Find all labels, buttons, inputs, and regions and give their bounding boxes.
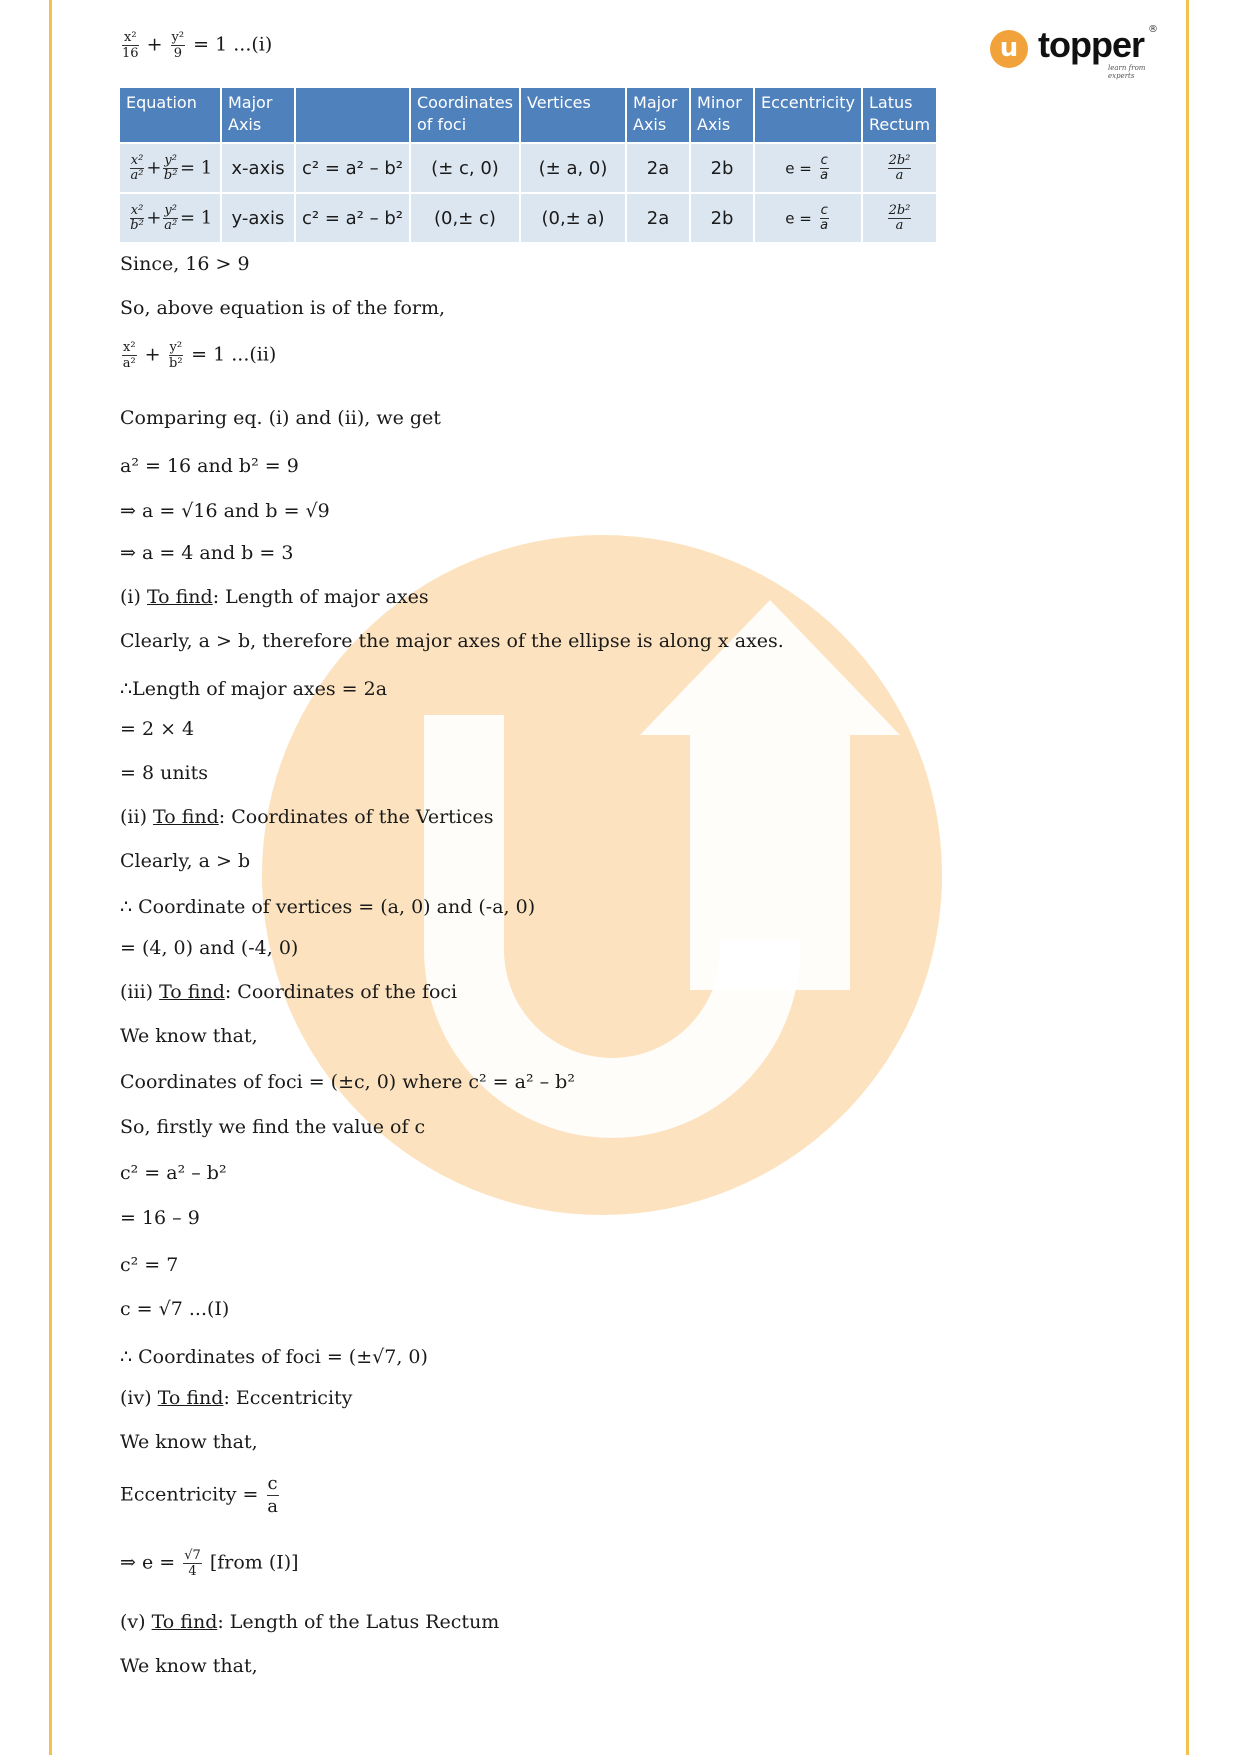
multiply-line: = 2 × 4 — [120, 718, 195, 740]
form-line: So, above equation is of the form, — [120, 297, 446, 319]
cell-equation: $\frac{\text{x²}}{\text{a²}}$ + $\frac{\text{y²}}{\text{b²}}$ = 1 — [120, 143, 221, 193]
eccentricity-formula: Eccentricity = $\frac{c}{a}$ — [120, 1473, 278, 1517]
cell-major: 2a — [626, 143, 690, 193]
header-relation — [295, 88, 410, 143]
table-row — [120, 193, 937, 242]
cell-axis: x-axis — [221, 143, 295, 193]
logo-tagline: learn from experts — [1108, 64, 1146, 80]
cell-foci: (± c, 0) — [410, 143, 520, 193]
header-major-length: Major Axis — [626, 88, 690, 143]
header-vertices: Vertices — [520, 88, 626, 143]
comparing-line: Comparing eq. (i) and (ii), we get — [120, 407, 441, 429]
page-border-right — [1186, 0, 1189, 1755]
cell-foci: (0,± c) — [410, 193, 520, 242]
cell-minor: 2b — [690, 143, 754, 193]
units-line: = 8 units — [120, 762, 209, 784]
header-equation: Equation — [120, 88, 221, 143]
since-line: Since, 16 > 9 — [120, 253, 250, 275]
header-minor-length: Minor Axis — [690, 88, 754, 143]
c2-value-line: c² = 7 — [120, 1254, 179, 1276]
header-foci: Coordinates of foci — [410, 88, 520, 143]
c-value-line: c = √7 ...(I) — [120, 1298, 230, 1320]
ab-line: ⇒ a = 4 and b = 3 — [120, 542, 294, 564]
topper-logo — [990, 24, 1160, 80]
subtraction-line: = 16 – 9 — [120, 1207, 200, 1229]
cell-relation: c² = a² – b² — [295, 143, 410, 193]
page-border-left — [49, 0, 52, 1755]
table-row — [120, 143, 937, 193]
ellipse-properties-table — [120, 88, 938, 242]
registered-icon: ® — [1148, 24, 1158, 35]
cell-minor: 2b — [690, 193, 754, 242]
equation-i: $\frac{\text{x²}}{16}$ + $\frac{\text{y²}}{9}$ = 1 ...(i) — [122, 30, 273, 61]
firstly-line: So, firstly we find the value of c — [120, 1116, 426, 1138]
table-header-row — [120, 88, 937, 143]
length-major-line: ∴Length of major axes = 2a — [120, 678, 388, 700]
header-major-axis: Major Axis — [221, 88, 295, 143]
cell-vertices: (0,± a) — [520, 193, 626, 242]
know-line-3: We know that, — [120, 1655, 258, 1677]
vertices-values-line: = (4, 0) and (-4, 0) — [120, 937, 299, 959]
header-latus-rectum: Latus Rectum — [862, 88, 937, 143]
cell-eccentricity: e = $\frac{c}{a}$ — [754, 143, 862, 193]
header-eccentricity: Eccentricity — [754, 88, 862, 143]
cell-latus-rectum: $\frac{\text{2b²}}{a}$ — [862, 193, 937, 242]
find-major-axes: (i) To find: Length of major axes — [120, 586, 429, 608]
cell-latus-rectum: $\frac{\text{2b²}}{a}$ — [862, 143, 937, 193]
a2-b2-line: a² = 16 and b² = 9 — [120, 455, 299, 477]
cell-eccentricity: e = $\frac{c}{a}$ — [754, 193, 862, 242]
find-eccentricity: (iv) To find: Eccentricity — [120, 1387, 353, 1409]
clearly-line-2: Clearly, a > b — [120, 850, 251, 872]
logo-name: topper — [1038, 24, 1144, 65]
equation-ii: $\frac{\text{x²}}{\text{a²}}$ + $\frac{\text{y²}}{\text{b²}}$ = 1 ...(ii) — [122, 340, 277, 371]
find-foci: (iii) To find: Coordinates of the foci — [120, 981, 458, 1003]
find-vertices: (ii) To find: Coordinates of the Vertices — [120, 806, 494, 828]
know-line-1: We know that, — [120, 1025, 258, 1047]
eccentricity-value: ⇒ e = $\frac{√7}{4}$ [from (I)] — [120, 1548, 299, 1579]
know-line-2: We know that, — [120, 1431, 258, 1453]
cell-relation: c² = a² – b² — [295, 193, 410, 242]
cell-major: 2a — [626, 193, 690, 242]
foci-formula-line: Coordinates of foci = (±c, 0) where c² = a² – b² — [120, 1071, 575, 1093]
cell-axis: y-axis — [221, 193, 295, 242]
find-latus-rectum: (v) To find: Length of the Latus Rectum — [120, 1611, 500, 1633]
foci-value-line: ∴ Coordinates of foci = (±√7, 0) — [120, 1346, 428, 1368]
coordinate-vertices-line: ∴ Coordinate of vertices = (a, 0) and (-a, 0) — [120, 896, 536, 918]
clearly-line-1: Clearly, a > b, therefore the major axes of the ellipse is along x axes. — [120, 630, 784, 652]
cell-equation: $\frac{\text{x²}}{\text{b²}}$ + $\frac{\text{y²}}{\text{a²}}$ = 1 — [120, 193, 221, 242]
c2-formula-line: c² = a² – b² — [120, 1162, 227, 1184]
logo-mark: u — [990, 30, 1028, 68]
sqrt-line: ⇒ a = √16 and b = √9 — [120, 500, 330, 522]
cell-vertices: (± a, 0) — [520, 143, 626, 193]
